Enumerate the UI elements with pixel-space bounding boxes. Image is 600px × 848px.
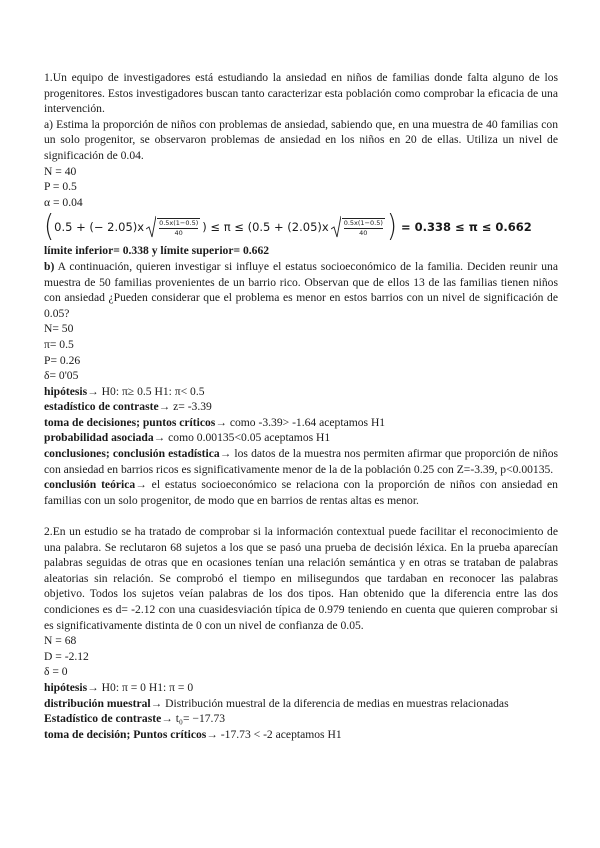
q1-a-text: a) Estima la proporción de niños con problemas de ansiedad, sabiendo que, en una muestra de 40 familias con un solo progenitor, se observaron problemas de ansiedad en los niños en 20 de ellas. Utiliza un nivel de significación de 0.04. [44, 117, 558, 162]
q1-a-var: N = 40 [44, 164, 77, 178]
label: distribución muestral [44, 696, 151, 710]
q2-distribution [44, 696, 558, 712]
value: → H0: π≥ 0.5 H1: π< 0.5 [87, 384, 205, 398]
value: → Distribución muestral de la diferencia de medias en muestras relacionadas [150, 696, 509, 710]
radicand-fraction [342, 218, 385, 237]
radicand-fraction [157, 218, 200, 237]
q1-b-var: π= 0.5 [44, 337, 74, 351]
q1-b [44, 259, 558, 321]
spacer [44, 508, 558, 524]
formula-rhs-start: 0.5 + (2.05)x [252, 219, 329, 234]
q1-statistic [44, 399, 558, 415]
q1-intro: 1.Un equipo de investigadores está estudiando la ansiedad en niños de familias donde falta alguno de los progenitores. Estos investigadores buscan tanto caracterizar esta población como comprobar la eficacia de una intervención. [44, 71, 558, 116]
q1-hypothesis [44, 384, 558, 400]
q1-b-var: P= 0.26 [44, 353, 81, 367]
q1-a-var: α = 0.04 [44, 195, 83, 209]
radical-icon [146, 215, 156, 239]
radicand-numerator: 0.5x(1−0.5) [343, 218, 383, 227]
value: → como 0.00135<0.05 aceptamos H1 [153, 431, 331, 445]
label: conclusión teórica [44, 478, 136, 492]
value: → t₀= −17.73 [161, 712, 226, 726]
value: → -17.73 < -2 aceptamos H1 [206, 727, 342, 741]
confidence-interval-formula [44, 210, 558, 245]
formula-middle: ) ≤ π ≤ ( [202, 219, 253, 234]
label: toma de decisiones; puntos críticos [44, 415, 216, 429]
label: estadístico de contraste [44, 400, 159, 414]
q2-hypothesis [44, 680, 558, 696]
sqrt-rhs [331, 215, 385, 239]
sqrt-lhs [146, 215, 200, 239]
q1-probability [44, 430, 558, 446]
limits-text: límite inferior= 0.338 y límite superior= 0.662 [44, 244, 270, 258]
q2-var: D = -2.12 [44, 649, 89, 663]
formula-paren: ( [44, 210, 55, 245]
q2-decision [44, 727, 558, 743]
q2-intro: 2.En un estudio se ha tratado de comprobar si la información contextual puede facilitar el reconocimiento de una palabra. Se reclutaron 68 sujetos a los que se pasó una prueba de decisión léxica. En la prueba aparecían palabras seguidas de otras que en ocasiones tenían una relación semántica y en otras se trataban de palabras aleatorias sin relación. Se comprobó el tiempo en milisegundos que tardaban en reconocer las palabras objetivo. Todos los sujetos veían palabras de los dos tipos. Han obtenido que la diferencia entre las dos condiciones es d= -2.12 con una cuasidesviación típica de 0.979 teniendo en cuenta que quieren comprobar si es significativamente distinta de 0 con un nivel de confianza de 0.05. [44, 525, 558, 632]
b-label: b) [44, 259, 55, 273]
q2-var: N = 68 [44, 634, 77, 648]
document-page [44, 70, 558, 742]
b-text: A continuación, quieren investigar si influye el estatus socioeconómico de la familia. Deciden reunir una muestra de 50 familias provenientes de un barrio rico. Observan que de ellos 13 de las familias tienen niños con ansiedad ¿Pueden considerar que el problema es menor en estos barrios con un nivel de significación de 0.05? [44, 259, 558, 320]
label: probabilidad asociada [44, 431, 154, 445]
value: → como -3.39> -1.64 aceptamos H1 [215, 415, 386, 429]
value: → H0: π = 0 H1: π = 0 [87, 680, 194, 694]
label: conclusiones; conclusión estadística [44, 447, 220, 461]
radicand-denominator: 40 [174, 228, 183, 237]
formula-paren: ) [386, 210, 398, 245]
label: hipótesis [44, 680, 88, 694]
q1-decision [44, 415, 558, 431]
formula-lhs-start: 0.5 + (− 2.05)x [54, 219, 145, 234]
q1-a-var: P = 0.5 [44, 180, 77, 194]
radicand-denominator: 40 [359, 228, 368, 237]
q1-theory [44, 477, 558, 508]
radical-icon [331, 215, 341, 239]
value: → los datos de la muestra nos permiten afirmar que proporción de niños con ansiedad en barrios ricos es significativamente menor de la de la población 0.25 con Z=-3.39, p<0.00135. [44, 447, 559, 476]
q2-statistic [44, 711, 558, 727]
value: → z= -3.39 [158, 400, 212, 414]
label: Estadístico de contraste [44, 712, 162, 726]
q1-b-var: δ= 0'05 [44, 369, 79, 383]
label: toma de decisión; Puntos críticos [44, 727, 207, 741]
radicand-numerator: 0.5x(1−0.5) [159, 218, 199, 227]
q1-b-var: N= 50 [44, 322, 74, 336]
formula-result: = 0.338 ≤ π ≤ 0.662 [401, 219, 532, 234]
q1-limits [44, 243, 558, 259]
q2-var: δ = 0 [44, 665, 68, 679]
value: → el estatus socioeconómico se relaciona con la proporción de niños con ansiedad en familias con un solo progenitor, de modo que en barrios de rentas altas es menor. [44, 478, 558, 507]
label: hipótesis [44, 384, 88, 398]
q1-conclusion [44, 446, 558, 477]
